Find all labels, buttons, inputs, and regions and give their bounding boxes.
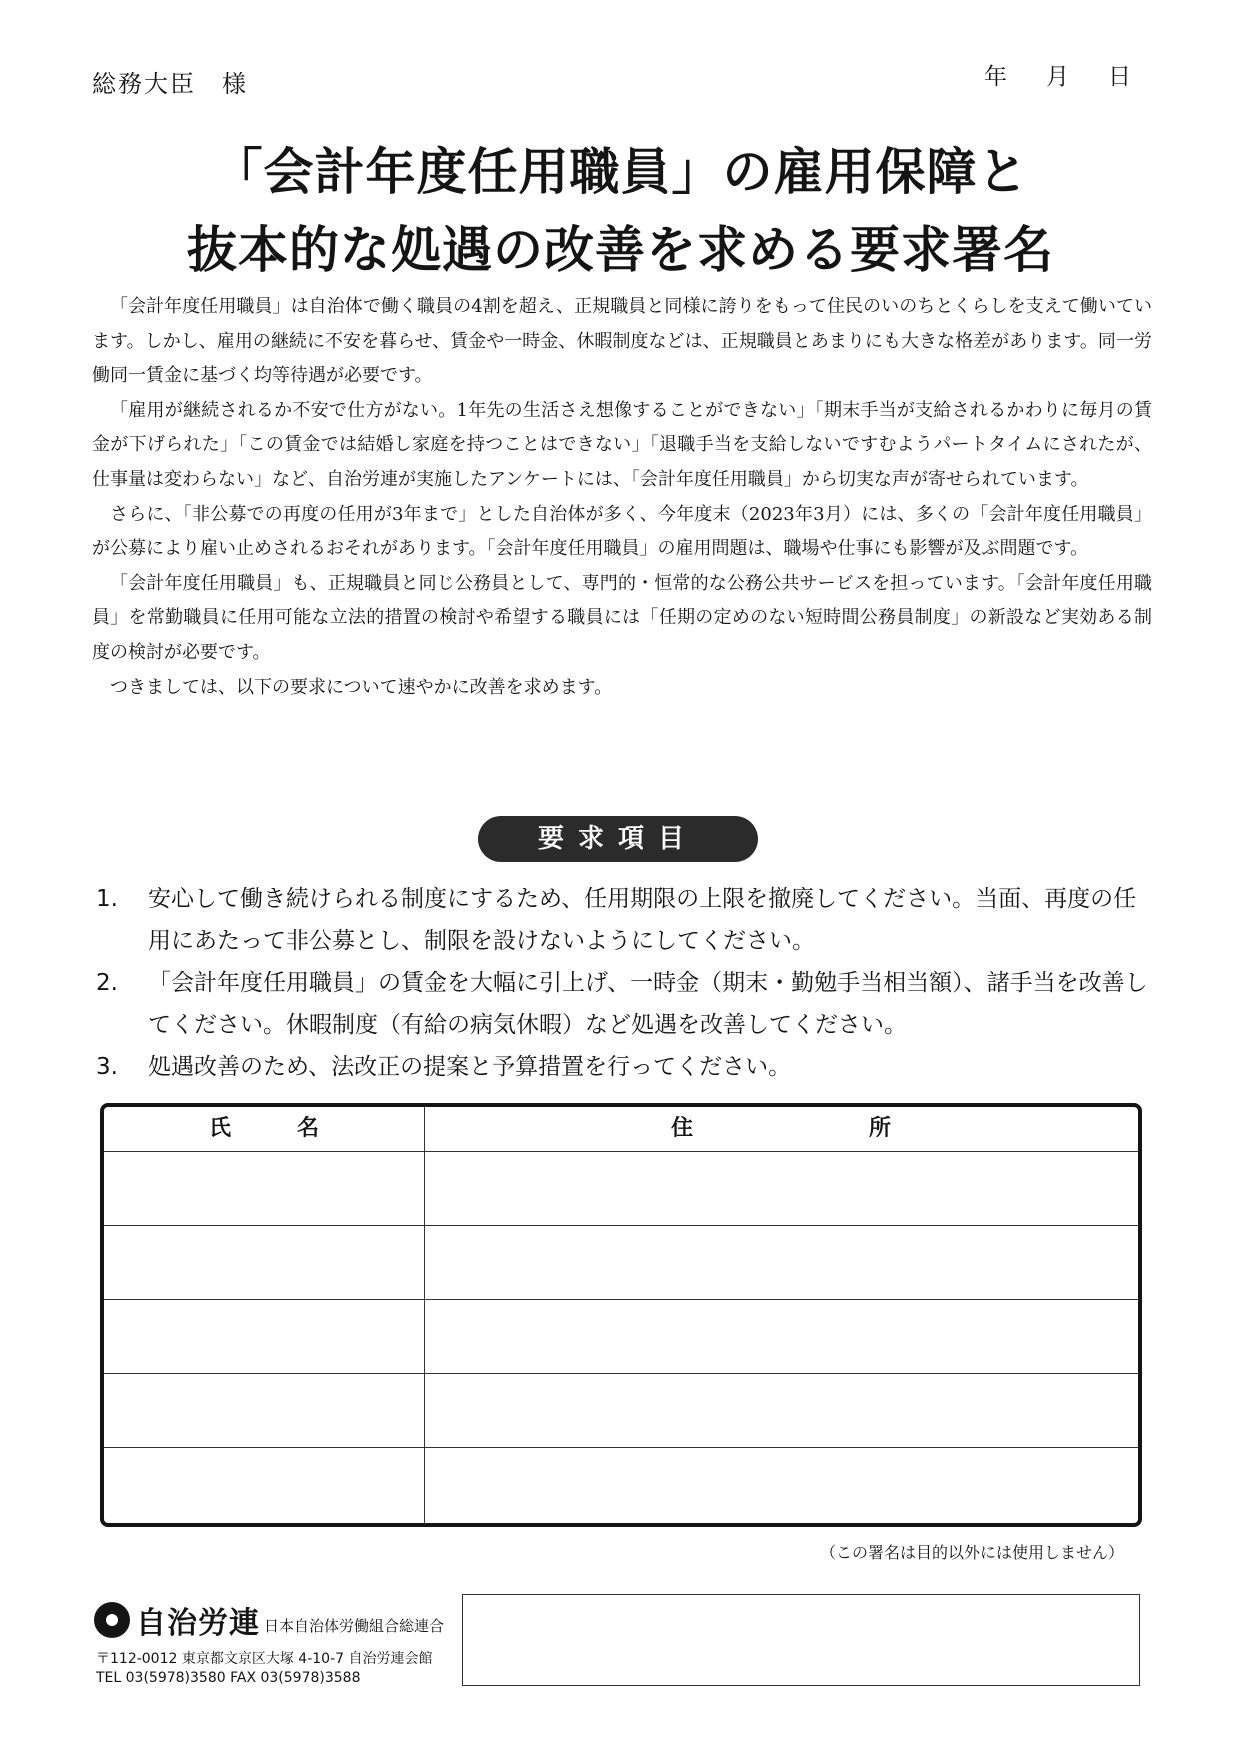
column-divider	[424, 1107, 425, 1523]
demand-text: 「会計年度任用職員」の賃金を大幅に引上げ、一時金（期末・勤勉手当相当額）、諸手当を改善してください。休暇制度（有給の病気休暇）など処遇を改善してください。	[148, 970, 1148, 1038]
demand-item-3	[96, 1046, 1156, 1088]
signature-table	[100, 1103, 1142, 1527]
body-paragraph-5: つきましては、以下の要求について速やかに改善を求めます。	[110, 676, 613, 698]
row-divider	[104, 1299, 1138, 1300]
demand-number: 1.	[96, 886, 118, 912]
body-paragraph-3: さらに、「非公募での再度の任用が3年まで」とした自治体が多く、今年度末（2023年3月）には、多くの「会計年度任用職員」が公募により雇い止めされるおそれがあります。「会計年度任用職員」の雇用問題は、職場や仕事にも影響が及ぶ問題です。	[92, 503, 1152, 560]
demands-heading: 要求項目	[478, 816, 758, 862]
body-paragraph-2: 「雇用が継続されるか不安で仕方がない。1年先の生活さえ想像することができない」「期末手当が支給されるかわりに毎月の賃金が下げられた」「この賃金では結婚し家庭を持つことはできない」「退職手当を支給しないですむようパートタイムにされたが、仕事量は変わらない」など、自治労連が実施したアンケートには、「会計年度任用職員」から切実な声が寄せられています。	[92, 399, 1152, 490]
demands-list	[96, 878, 1156, 1088]
header-divider	[104, 1151, 1138, 1152]
org-short-name: 自治労連	[136, 1606, 260, 1641]
page-title-line-1: 「会計年度任用職員」の雇用保障と	[212, 143, 1029, 201]
org-contact: TEL 03(5978)3580 FAX 03(5978)3588	[96, 1670, 361, 1686]
organizer-stamp-box	[462, 1594, 1140, 1686]
privacy-note: （この署名は目的以外には使用しません）	[820, 1543, 1125, 1562]
date-day-label: 日	[1108, 64, 1131, 90]
demand-item-2	[96, 962, 1156, 1046]
row-divider	[104, 1225, 1138, 1226]
org-full-name: 日本自治体労働組合総連合	[264, 1616, 445, 1635]
page-title-line-2: 抜本的な処遇の改善を求める要求署名	[187, 221, 1054, 279]
row-divider	[104, 1447, 1138, 1448]
demand-item-1	[96, 878, 1156, 962]
org-logo	[92, 1598, 444, 1642]
address-column-header: 住 所	[670, 1116, 891, 1141]
addressee: 総務大臣 様	[92, 70, 248, 98]
petition-body	[92, 290, 1152, 705]
org-emblem-icon	[92, 1600, 132, 1640]
row-divider	[104, 1373, 1138, 1374]
date-year-label: 年	[984, 64, 1007, 90]
body-paragraph-4: 「会計年度任用職員」も、正規職員と同じ公務員として、専門的・恒常的な公務公共サービスを担っています。「会計年度任用職員」を常勤職員に任用可能な立法的措置の検討や希望する職員には「任期の定めのない短時間公務員制度」の新設など実効ある制度の検討が必要です。	[92, 572, 1152, 663]
org-address: 〒112-0012 東京都文京区大塚 4-10-7 自治労連会館	[96, 1651, 433, 1667]
body-paragraph-1: 「会計年度任用職員」は自治体で働く職員の4割を超え、正規職員と同様に誇りをもって住民のいのちとくらしを支えて働いています。しかし、雇用の継続に不安を暮らせ、賃金や一時金、休暇制度などは、正規職員とあまりにも大きな格差があります。同一労働同一賃金に基づく均等待遇が必要です。	[92, 296, 1152, 387]
demand-number: 3.	[96, 1054, 118, 1080]
name-column-header: 氏 名	[208, 1116, 319, 1141]
demand-number: 2.	[96, 970, 118, 996]
date-field	[984, 58, 1170, 91]
date-month-label: 月	[1046, 64, 1069, 90]
demand-text: 処遇改善のため、法改正の提案と予算措置を行ってください。	[148, 1054, 792, 1080]
demand-text: 安心して働き続けられる制度にするため、任用期限の上限を撤廃してください。当面、再度の任用にあたって非公募とし、制限を設けないようにしてください。	[148, 886, 1137, 954]
